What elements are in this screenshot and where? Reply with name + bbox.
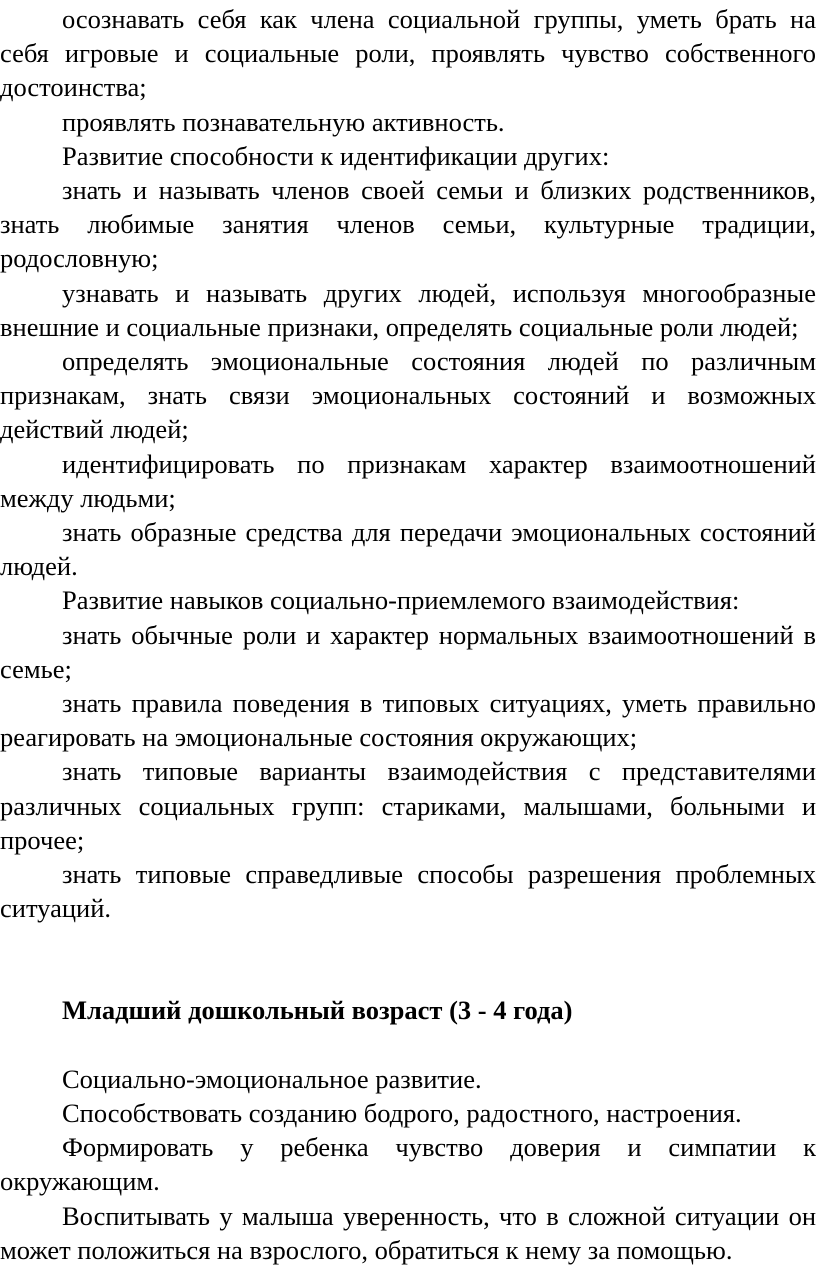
- paragraph: Социально-эмоциональное развитие.: [62, 1063, 482, 1094]
- paragraph: знать и называть членов своей семьи и близких родственников, знать любимые занятия членов семьи, культурные традиции, родословную;: [0, 175, 816, 274]
- paragraph: Воспитывать у малыша уверенность, что в сложной ситуации он может положиться на взрослого, обратиться к нему за помощью.: [0, 1200, 816, 1265]
- paragraph: определять эмоциональные состояния людей по различным признакам, знать связи эмоциональных состояний и возможных действий людей;: [0, 346, 816, 445]
- spacer: [0, 925, 816, 993]
- paragraph: знать правила поведения в типовых ситуациях, уметь правильно реагировать на эмоциональные состояния окружающих;: [0, 688, 816, 753]
- paragraph: знать типовые справедливые способы разрешения проблемных ситуаций.: [0, 859, 816, 924]
- paragraph: идентифицировать по признакам характер взаимоотношений между людьми;: [0, 448, 816, 513]
- paragraph: знать обычные роли и характер нормальных взаимоотношений в семье;: [0, 619, 816, 684]
- document-page: [0, 2, 816, 1267]
- paragraph: знать образные средства для передачи эмоциональных состояний людей.: [0, 517, 816, 582]
- paragraph: осознавать себя как члена социальной группы, уметь брать на себя игровые и социальные роли, проявлять чувство собственного достоинства;: [0, 4, 816, 103]
- paragraph: Формировать у ребенка чувство доверия и симпатии к окружающим.: [0, 1132, 816, 1197]
- spacer: [0, 1028, 816, 1062]
- paragraph: Развитие способности к идентификации других:: [62, 140, 610, 171]
- section-heading: Младший дошкольный возраст (3 - 4 года): [62, 995, 573, 1026]
- paragraph: Развитие навыков социально-приемлемого взаимодействия:: [62, 585, 740, 616]
- paragraph: проявлять познавательную активность.: [62, 106, 505, 137]
- paragraph: знать типовые варианты взаимодействия с представителями различных социальных групп: стариками, малышами, больными и прочее;: [0, 756, 816, 855]
- paragraph: Способствовать созданию бодрого, радостного, настроения.: [62, 1097, 742, 1128]
- paragraph: узнавать и называть других людей, используя многообразные внешние и социальные признаки, определять социальные роли людей;: [0, 277, 816, 342]
